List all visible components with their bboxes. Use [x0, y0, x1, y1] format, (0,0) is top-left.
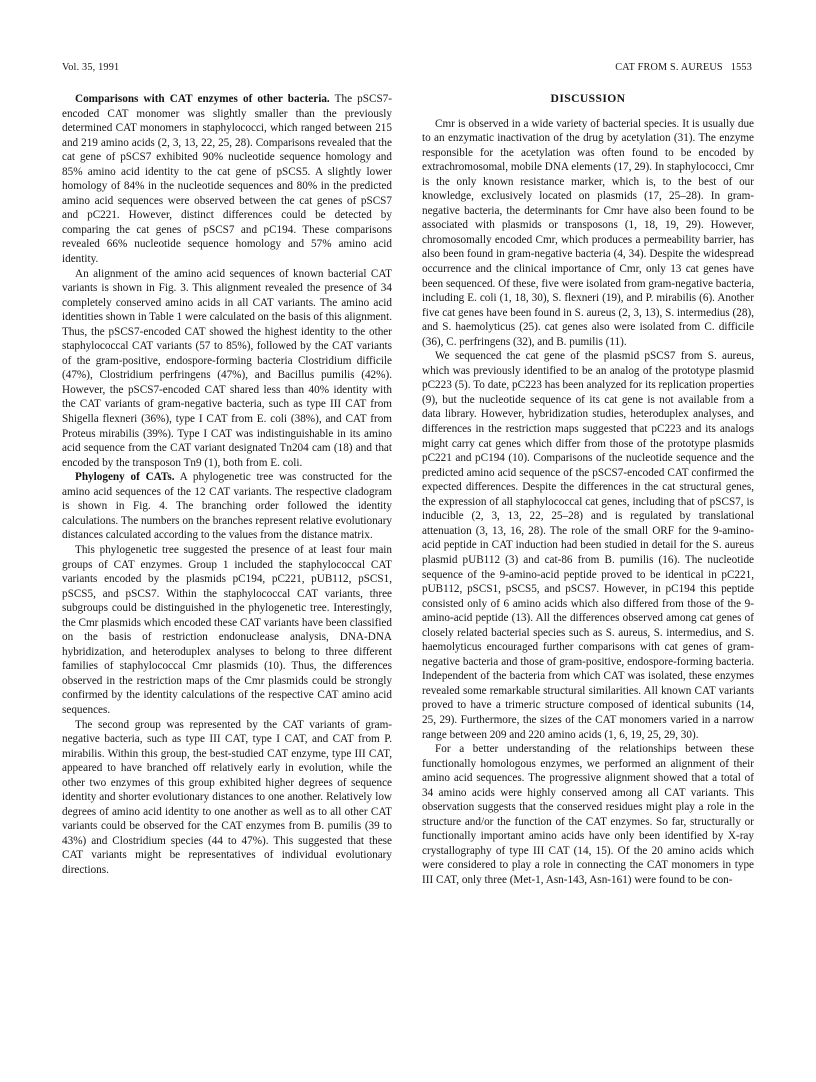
section-heading-comparisons: Comparisons with CAT enzymes of other bacteria. [75, 93, 330, 105]
comparisons-text-1: The pSCS7-encoded CAT monomer was slightly smaller than the previously determined CAT monomers in staphylococci, which ranged between 215 and 219 amino acids (2, 3, 13, 22, 25, 28). Comparisons revealed that the cat gene of pSCS7 exhibited 90% nucleotide sequence homology and 85% amino acid identity to the cat gene of pSCS5. A slightly lower homology of 84% in the nucleotide sequences and 80% in the predicted amino acid sequences were observed between the cat genes of pSCS7 and pC221. However, distinct differences could be detected by comparing the cat genes of pSCS7 and pC194. These comparisons revealed 66% nucleotide sequence homology and 57% amino acid identity. [62, 93, 392, 266]
page-number: 1553 [730, 62, 752, 73]
phylogeny-paragraph-3: The second group was represented by the CAT variants of gram-negative bacteria, such as type III CAT, type I CAT, and CAT from P. mirabilis. Within this group, the best-studied CAT enzyme, type III CAT, appeared to have branched off relatively early in evolution, while the other two enzymes of this group exhibited higher degrees of sequence identity and shorter evolutionary distances to one another. Relatively low degrees of amino acid identity to one another as well as to all other CAT variants could be observed for the CAT enzymes from B. pumilis (39 to 43%) and Clostridium species (44 to 47%). This suggested that these CAT variants might be representatives of individual evolutionary directions. [62, 718, 392, 876]
running-title-block [615, 62, 752, 73]
running-title: CAT FROM S. AUREUS [615, 62, 723, 73]
phylogeny-paragraph-2: This phylogenetic tree suggested the presence of at least four main groups of CAT enzymes. Group 1 included the staphylococcal CAT variants encoded by the plasmids pC194, pC221, pUB112, pSCS1, pSCS5, and pSCS7. Within the staphylococcal CAT variants, three subgroups could be distinguished in the phylogenetic tree. Interestingly, the Cmr plasmids which encoded these CAT variants have been classified on the basis of restriction endonuclease analysis, DNA-DNA hybridization, and heteroduplex analyses to belong to three different families of staphylococcal Cmr plasmids (10). Thus, the differences observed in the restriction maps of the Cmr plasmids could be strongly confirmed by the identity calculations of the respective CAT amino acid sequences. [62, 543, 392, 716]
section-phylogeny-paragraph-1 [62, 470, 392, 543]
discussion-paragraph-3: For a better understanding of the relationships between these functionally homologous enzymes, we performed an alignment of their amino acid sequences. The progressive alignment showed that a total of 34 amino acids were highly conserved among all CAT variants. This observation suggests that the conserved residues might play a role in the structure and/or the function of the CAT enzymes. So far, structurally or functionally important amino acids have only been identified by X-ray crystallography of type III CAT (14, 15). Of the 20 amino acids which were considered to play a role in connecting the CAT monomers in type III CAT, only three (Met-1, Asn-143, Asn-161) were found to be con- [422, 743, 754, 886]
discussion-heading: DISCUSSION [550, 92, 626, 105]
comparisons-paragraph-2: An alignment of the amino acid sequences of known bacterial CAT variants is shown in Fig. 3. This alignment revealed the presence of 34 completely conserved amino acids in all CAT variants. The amino acid identities shown in Table 1 were calculated on the basis of this alignment. Thus, the pSCS7-encoded CAT showed the highest identity to the other staphylococcal CAT variants (57 to 85%), followed by the CAT variants of the gram-positive, endospore-forming bacteria Clostridium difficile (47%), Clostridium perfringens (47%), and Bacillus pumilis (42%). However, the pSCS7-encoded CAT shared less than 40% identity with the CAT variants of gram-negative bacteria, such as type III CAT from Shigella flexneri (36%), type I CAT from E. coli (38%), and CAT from Proteus mirabilis (39%). Type I CAT was indistinguishable in its amino acid sequence from the CAT variant designated Tn204 cam (18) and that encoded by the transposon Tn9 (1), both from E. coli. [62, 267, 392, 469]
running-header [62, 62, 752, 78]
section-comparisons-paragraph-1 [62, 92, 392, 267]
right-column [422, 92, 754, 888]
section-heading-phylogeny: Phylogeny of CATs. [75, 471, 175, 484]
discussion-paragraph-2: We sequenced the cat gene of the plasmid pSCS7 from S. aureus, which was previously identified to be an analog of the prototype plasmid pC223 (5). To date, pC223 has been analyzed for its replication properties (9), but the nucleotide sequence of its cat gene is not available from a data library. However, hybridization studies, heteroduplex analyses, and differences in the restriction maps suggested that pC223 and its analogs might carry cat genes which differ from those of the prototype plasmids pC221 and pC194 (10). Comparisons of the nucleotide sequence and the predicted amino acid sequence of the pSCS7-encoded CAT confirmed the expected differences. Despite the differences in the cat structural genes, the expression of all staphylococcal cat genes, including that of pSCS7, is inducible (2, 3, 13, 22, 25–28) and is regulated by translational attenuation (3, 13, 16, 28). The role of the small ORF for the 9-amino-acid peptide in CAT induction had been studied in detail for the S. aureus plasmid pUB112 (3) and cat-86 from B. pumilis (16). The nucleotide sequence of the 9-amino-acid peptide proved to be identical in pC221, pUB112, pSCS1, pSCS5, and pSCS7. However, in pC194 this peptide consisted only of 6 amino acids which also differed from those of the 9-amino-acid peptide (13). All the differences observed among cat genes of closely related bacterial species such as S. aureus, S. intermedius, and S. haemolyticus encouraged further comparisons with cat genes of gram-negative bacteria and those of gram-positive, endospore-forming bacteria. Independent of the bacteria from which CAT was isolated, these enzymes revealed some remarkable structural similarities. All known CAT variants proved to have a trimeric structure composed of identical subunits (14, 25, 29). Furthermore, the sizes of the CAT monomers varied in a narrow range between 209 and 220 amino acids (1, 6, 19, 25, 29, 30). [422, 350, 754, 741]
left-column [62, 92, 392, 878]
phylogeny-text-1: A phylogenetic tree was constructed for the amino acid sequences of the 12 CAT variants. The respective cladogram is shown in Fig. 4. The branching order followed the identity calculations. The numbers on the branches represent relative evolutionary distances calculated according to the values from the distance matrix. [62, 471, 393, 542]
discussion-paragraph-1: Cmr is observed in a wide variety of bacterial species. It is usually due to an enzymatic inactivation of the drug by acetylation (31). The enzyme responsible for the acetylation was often found to be encoded by extrachromosomal, mobile DNA elements (17, 29). In staphylococci, Cmr is the only known resistance marker, which is, to the best of our knowledge, exclusively located on plasmids (17, 25–28). In gram-negative bacteria, the determinants for Cmr have also been found to be associated with plasmids or transposons (1, 18, 19, 29). However, chromosomally encoded Cmr, which produces a permeability barrier, has also been found in gram-negative bacteria (4, 34). Despite the widespread occurrence and the clinical importance of Cmr, only 13 cat genes have been sequenced. Of these, five were isolated from gram-negative bacteria, including E. coli (1, 18, 30), S. flexneri (19), and P. mirabilis (6). Another five cat genes have been found in S. aureus (2, 3, 13), S. intermedius (28), and S. haemolyticus (25). cat genes also were isolated from C. difficile (36), C. perfringens (32), and B. pumilis (11). [422, 117, 754, 348]
journal-volume: Vol. 35, 1991 [62, 62, 120, 73]
